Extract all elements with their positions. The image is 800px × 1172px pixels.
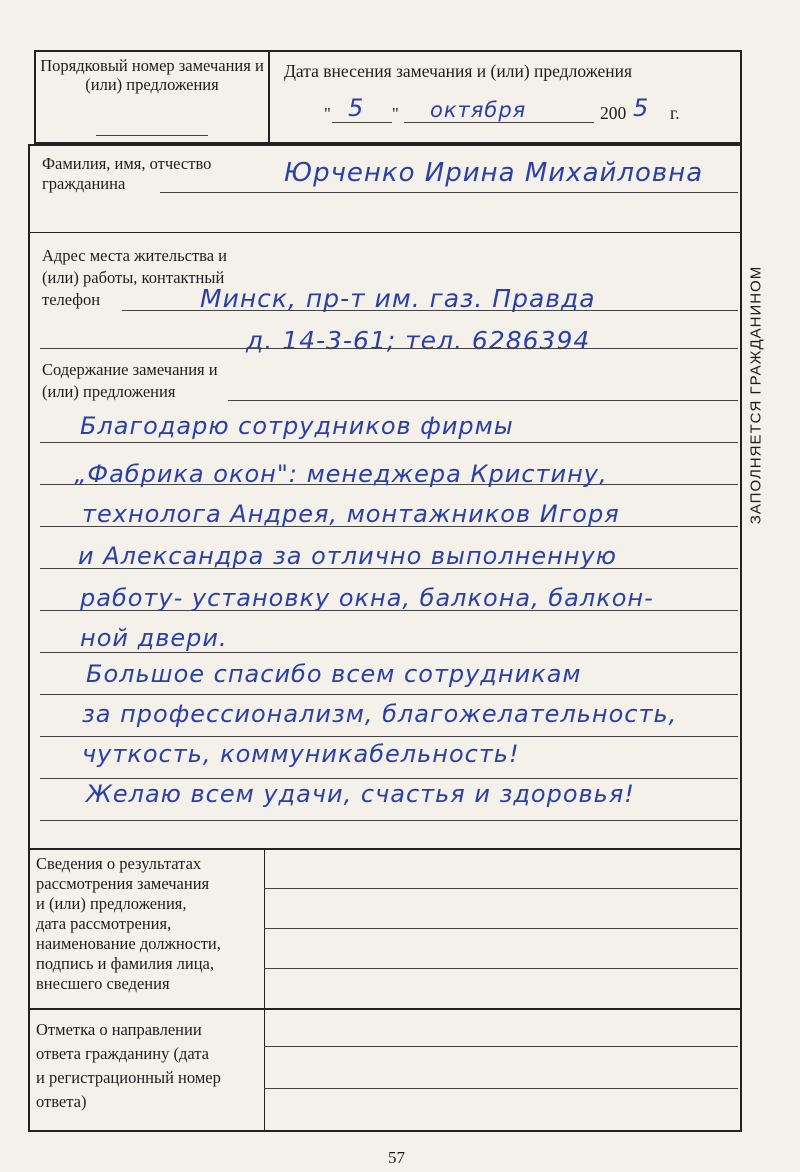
date-year-suffix: г. xyxy=(670,103,680,123)
content-label-line xyxy=(228,400,738,401)
address-value-1: Минск, пр-т им. газ. Правда xyxy=(200,284,596,313)
address-value-2: д. 14-3-61; тел. 6286394 xyxy=(246,326,591,355)
results-ruled-line xyxy=(264,928,738,929)
content-line: и Александра за отлично выполненную xyxy=(78,542,617,570)
date-month: октября xyxy=(430,98,527,122)
address-label-2: (или) работы, контактный xyxy=(42,268,225,287)
content-line: ной двери. xyxy=(80,624,228,652)
reply-ruled-line xyxy=(264,1046,738,1047)
content-line: Большое спасибо всем сотрудникам xyxy=(86,660,582,688)
content-line: технолога Андрея, монтажников Игоря xyxy=(82,500,620,528)
number-label: Порядковый номер замечания и (или) предложения xyxy=(40,56,264,94)
content-line: Благодарю сотрудников фирмы xyxy=(80,412,514,440)
date-month-line xyxy=(404,122,594,123)
date-year-prefix: 200 xyxy=(600,103,627,123)
reply-label-line: ответа гражданину (дата xyxy=(36,1044,209,1063)
name-divider xyxy=(28,232,742,233)
address-label-1: Адрес места жительства и xyxy=(42,246,228,265)
results-label-line: внесшего сведения xyxy=(36,974,170,993)
content-line: „Фабрика окон": менеджера Кристину, xyxy=(74,460,608,488)
reply-ruled-line xyxy=(264,1088,738,1089)
reply-label-line: Отметка о направлении xyxy=(36,1020,202,1039)
date-quote-open: " xyxy=(324,104,331,123)
reply-label-line: ответа) xyxy=(36,1092,87,1111)
content-line: Желаю всем удачи, счастья и здоровья! xyxy=(86,780,635,808)
results-label-line: наименование должности, xyxy=(36,934,221,953)
content-line: работу- установку окна, балкона, балкон- xyxy=(80,584,654,612)
content-ruled-line xyxy=(40,820,738,821)
content-ruled-line xyxy=(40,736,738,737)
results-ruled-line xyxy=(264,968,738,969)
name-value: Юрченко Ирина Михайловна xyxy=(284,158,704,188)
results-vertical-divider xyxy=(264,848,265,1132)
content-label-1: Содержание замечания и xyxy=(42,360,218,379)
content-ruled-line xyxy=(40,652,738,653)
number-blank-line xyxy=(96,135,208,136)
content-line: чуткость, коммуникабельность! xyxy=(82,740,520,768)
address-line-2 xyxy=(40,348,738,349)
address-label-3: телефон xyxy=(42,290,101,309)
results-ruled-line xyxy=(264,888,738,889)
content-ruled-line xyxy=(40,778,738,779)
results-label-line: дата рассмотрения, xyxy=(36,914,172,933)
results-label-line: и (или) предложения, xyxy=(36,894,187,913)
side-label-text: ЗАПОЛНЯЕТСЯ ГРАЖДАНИНОМ xyxy=(747,265,765,525)
side-label xyxy=(744,250,768,540)
results-label-line: Сведения о результатах xyxy=(36,854,202,873)
results-label-line: рассмотрения замечания xyxy=(36,874,210,893)
name-line xyxy=(160,192,738,193)
content-ruled-line xyxy=(40,442,738,443)
date-label: Дата внесения замечания и (или) предложения xyxy=(284,61,633,81)
date-year-hand: 5 xyxy=(633,94,650,122)
results-divider xyxy=(28,848,742,850)
date-quote-mid: " xyxy=(392,104,399,123)
date-day-line xyxy=(332,122,392,123)
reply-label-line: и регистрационный номер xyxy=(36,1068,221,1087)
name-label-1: Фамилия, имя, отчество xyxy=(42,154,212,173)
name-label-2: гражданина xyxy=(42,174,126,193)
content-label-2: (или) предложения xyxy=(42,382,176,401)
address-line-1 xyxy=(122,310,738,311)
content-ruled-line xyxy=(40,694,738,695)
content-line: за профессионализм, благожелательность, xyxy=(82,700,678,728)
results-label-line: подпись и фамилия лица, xyxy=(36,954,214,973)
page-number: 57 xyxy=(388,1148,405,1167)
reply-divider xyxy=(28,1008,742,1010)
date-day: 5 xyxy=(348,94,365,122)
